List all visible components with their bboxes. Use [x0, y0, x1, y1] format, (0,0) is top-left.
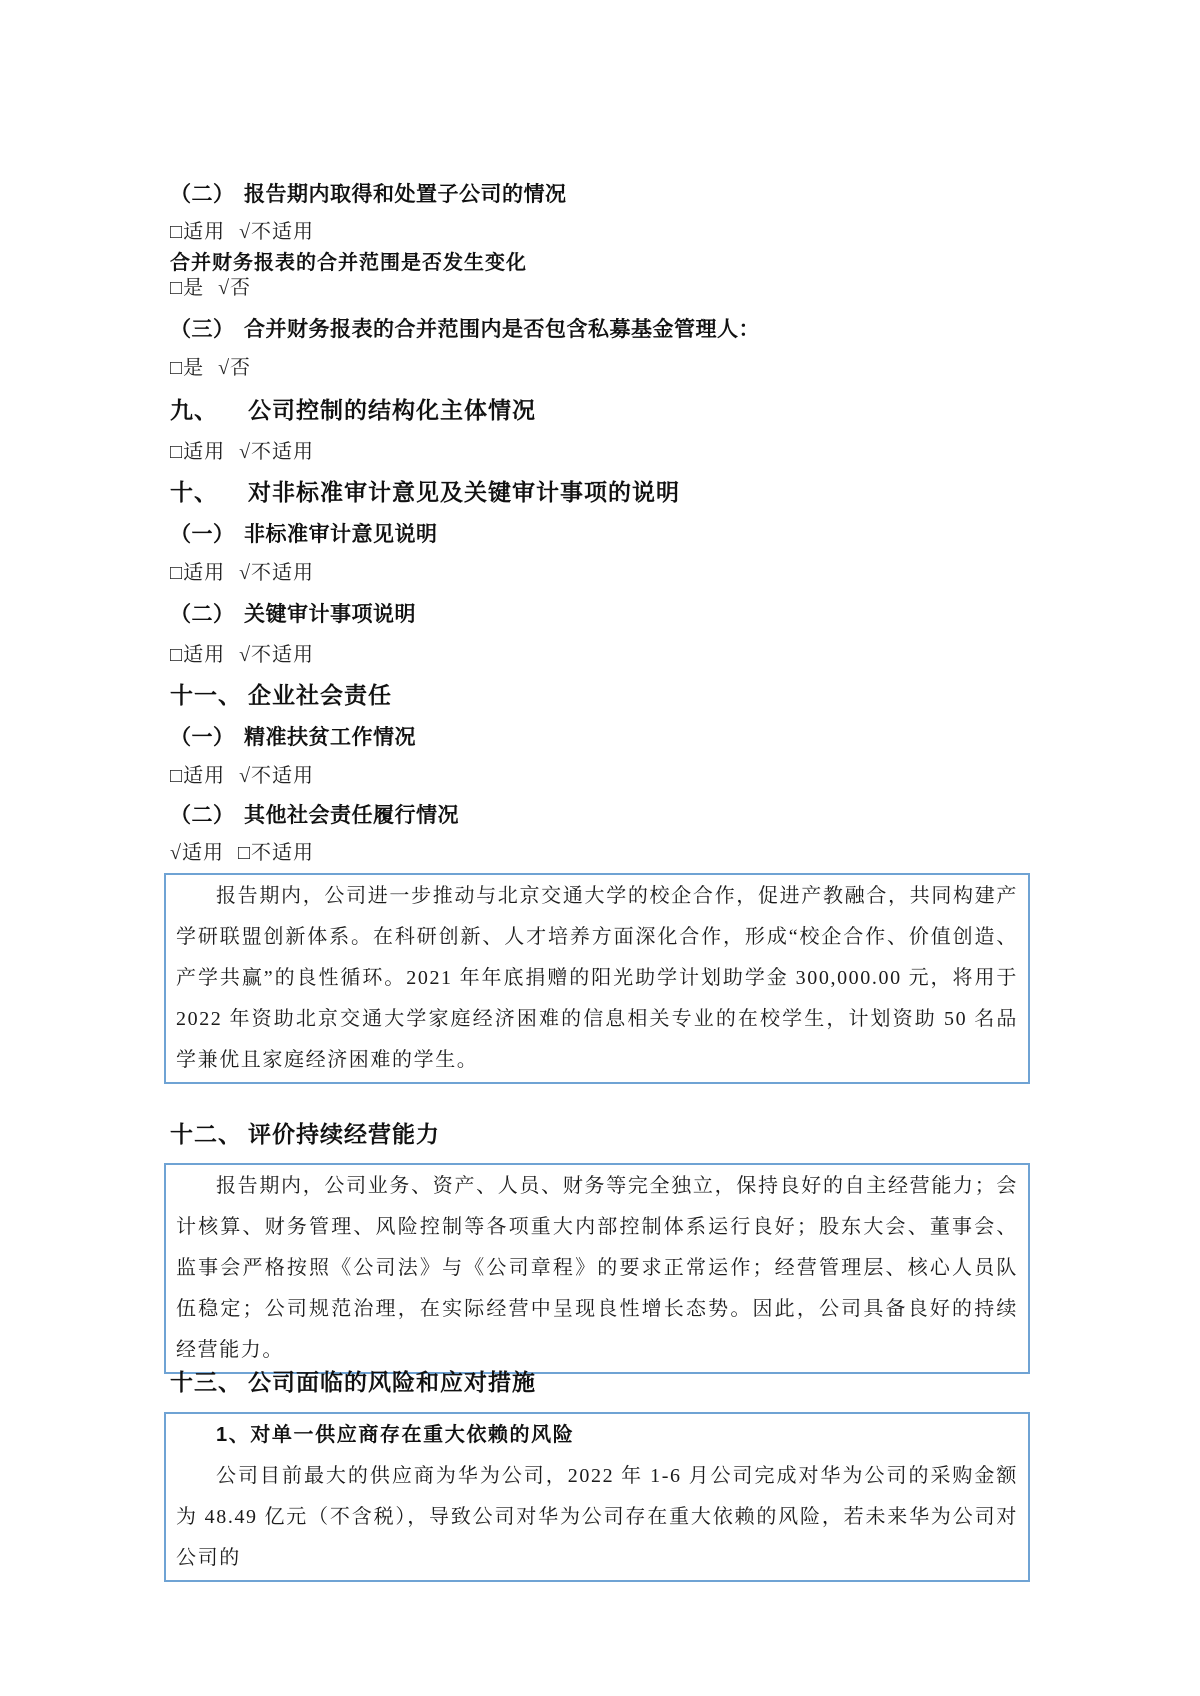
- section-heading-risks-countermeasures: [170, 1366, 536, 1398]
- checkbox-line-yes-no: □是 √否: [170, 277, 252, 299]
- subsection-title: 关键审计事项说明: [244, 603, 416, 626]
- section-number: 九、: [170, 397, 218, 423]
- checkbox-line-yes-no: □是 √否: [170, 357, 252, 379]
- section-number: 十、: [170, 479, 218, 505]
- checkbox-line-applicable: □适用 √不适用: [170, 765, 315, 787]
- subsection-number: （三）: [170, 318, 235, 341]
- subsection-number: （二）: [170, 183, 235, 206]
- subsection-number: （一）: [170, 726, 235, 749]
- text-box-supplier-risk: [164, 1412, 1030, 1582]
- checkbox-line-applicable: √适用 □不适用: [170, 842, 315, 864]
- section-title: 对非标准审计意见及关键审计事项的说明: [248, 479, 680, 505]
- statement-consolidation-scope-change: 合并财务报表的合并范围是否发生变化: [170, 252, 527, 274]
- subsection-heading-key-audit-matters: [170, 600, 416, 630]
- subsection-number: （一）: [170, 523, 235, 546]
- paragraph-supplier-risk: 公司目前最大的供应商为华为公司，2022 年 1-6 月公司完成对华为公司的采购金额为 48.49 亿元（不含税），导致公司对华为公司存在重大依赖的风险，若未来华为公司对公司的: [176, 1465, 1018, 1569]
- paragraph-university-cooperation: 报告期内，公司进一步推动与北京交通大学的校企合作，促进产教融合，共同构建产学研联盟创新体系。在科研创新、人才培养方面深化合作，形成“校企合作、价值创造、产学共赢”的良性循环。2021 年年底捐赠的阳光助学计划助学金 300,000.00 元，将用于 2022 年资助北京交通大学家庭经济困难的信息相关专业的在校学生，计划资助 50 名品学兼优且家庭经济困难的学生。: [176, 885, 1018, 1071]
- section-title: 公司面临的风险和应对措施: [248, 1369, 536, 1395]
- checkbox-line-applicable: □适用 √不适用: [170, 644, 315, 666]
- section-title: 评价持续经营能力: [248, 1121, 440, 1147]
- section-title: 公司控制的结构化主体情况: [248, 397, 536, 423]
- subsection-title: 非标准审计意见说明: [244, 523, 438, 546]
- subsection-title: 精准扶贫工作情况: [244, 726, 416, 749]
- text-box-social-responsibility: [164, 873, 1030, 1084]
- subsection-heading-acquired-disposed-subsidiaries: [170, 180, 567, 210]
- subsection-title: 合并财务报表的合并范围内是否包含私募基金管理人：: [244, 318, 760, 341]
- subsection-title: 报告期内取得和处置子公司的情况: [244, 183, 567, 206]
- section-heading-audit-opinion: [170, 476, 680, 508]
- section-heading-structured-entities: [170, 394, 536, 426]
- section-heading-going-concern: [170, 1118, 440, 1150]
- section-number: 十一、: [170, 682, 242, 708]
- checkbox-line-applicable: □适用 √不适用: [170, 441, 315, 463]
- section-number: 十三、: [170, 1369, 242, 1395]
- section-heading-social-responsibility: [170, 679, 392, 711]
- subsection-heading-nonstandard-audit-opinion: [170, 520, 438, 550]
- risk-item-title: 1、对单一供应商存在重大依赖的风险: [216, 1424, 575, 1446]
- subsection-title: 其他社会责任履行情况: [244, 804, 459, 827]
- subsection-heading-poverty-alleviation: [170, 723, 416, 753]
- subsection-number: （二）: [170, 603, 235, 626]
- subsection-number: （二）: [170, 804, 235, 827]
- section-title: 企业社会责任: [248, 682, 392, 708]
- subsection-heading-private-fund-manager: [170, 315, 760, 345]
- subsection-heading-other-social-responsibility: [170, 801, 459, 831]
- checkbox-line-applicable: □适用 √不适用: [170, 562, 315, 584]
- section-number: 十二、: [170, 1121, 242, 1147]
- checkbox-line-applicable: □适用 √不适用: [170, 221, 315, 243]
- paragraph-going-concern: 报告期内，公司业务、资产、人员、财务等完全独立，保持良好的自主经营能力；会计核算、财务管理、风险控制等各项重大内部控制体系运行良好；股东大会、董事会、监事会严格按照《公司法》与《公司章程》的要求正常运作；经营管理层、核心人员队伍稳定；公司规范治理，在实际经营中呈现良性增长态势。因此，公司具备良好的持续经营能力。: [176, 1175, 1018, 1361]
- text-box-going-concern: [164, 1163, 1030, 1374]
